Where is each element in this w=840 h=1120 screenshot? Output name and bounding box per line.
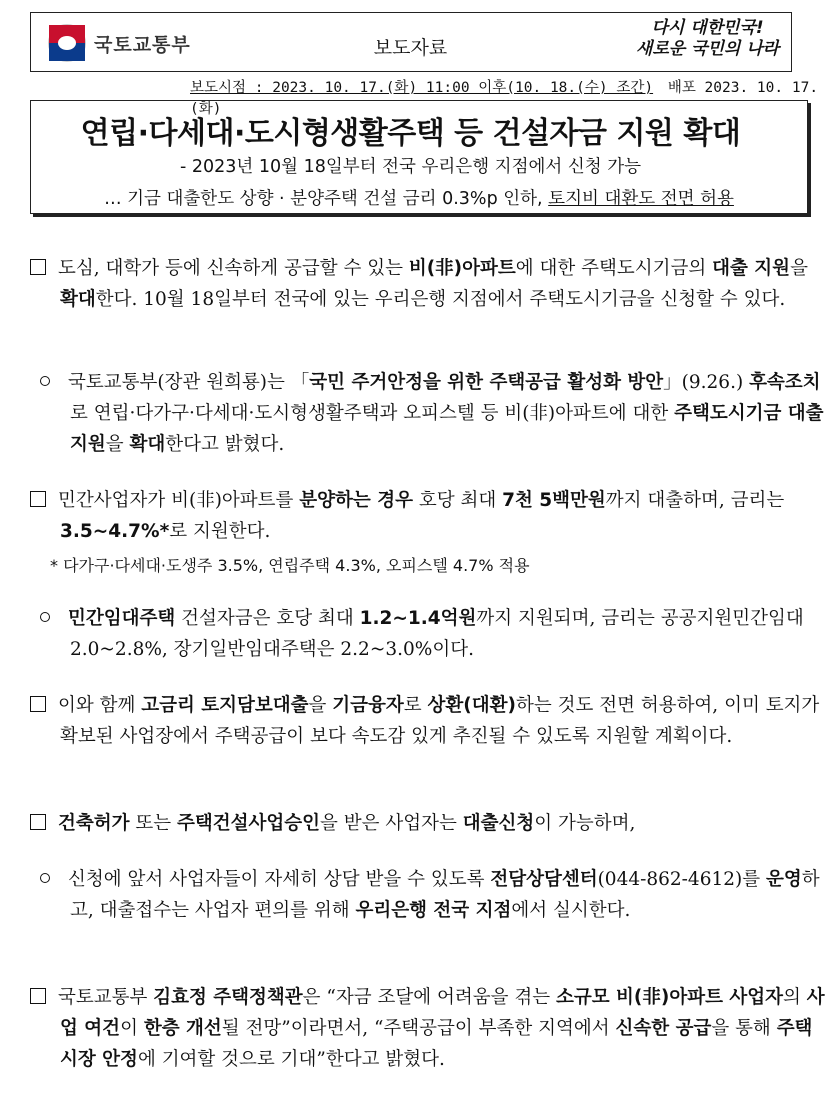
square-bullet-icon	[30, 814, 46, 830]
page-title: 연립·다세대·도시형생활주택 등 건설자금 지원 확대	[80, 116, 741, 151]
square-bullet-icon	[30, 988, 46, 1004]
release-time: 보도시점 : 2023. 10. 17.(화) 11:00 이후(10. 18.(수) 조간)	[190, 80, 654, 96]
paragraph-1: 도심, 대학가 등에 신속하게 공급할 수 있는 비(非)아파트에 대한 주택도시기금의 대출 지원을 확대한다. 10월 18일부터 전국에 있는 우리은행 지점에서 주택도시기금을 신청할 수 있다.	[30, 253, 828, 315]
ministry-name: 국토교통부	[94, 33, 191, 56]
paragraph-5: 이와 함께 고금리 토지담보대출을 기금융자로 상환(대환)하는 것도 전면 허용하여, 이미 토지가 확보된 사업장에서 주택공급이 보다 속도감 있게 추진될 수 있도록 지원할 계획이다.	[30, 690, 828, 752]
circle-bullet-icon	[40, 873, 50, 883]
square-bullet-icon	[30, 259, 46, 275]
slogan-line2: 새로운 국민의 나라	[635, 39, 780, 59]
subtitle-1: - 2023년 10월 18일부터 전국 우리은행 지점에서 신청 가능	[179, 157, 642, 177]
paragraph-6: 건축허가 또는 주택건설사업승인을 받은 사업자는 대출신청이 가능하며,	[30, 808, 840, 839]
circle-bullet-icon	[40, 376, 50, 386]
paragraph-7: 신청에 앞서 사업자들이 자세히 상담 받을 수 있도록 전담상담센터(044-862-4612)를 운영하고, 대출접수는 사업자 편의를 위해 우리은행 전국 지점에서 실시한다.	[40, 864, 828, 926]
paragraph-2: 국토교통부(장관 원희룡)는 「국민 주거안정을 위한 주택공급 활성화 방안」(9.26.) 후속조치로 연립·다가구·다세대·도시형생활주택과 오피스텔 등 비(非)아파트에 대한 주택도시기금 대출 지원을 확대한다고 밝혔다.	[40, 367, 828, 460]
doc-type: 보도자료	[373, 37, 448, 59]
distribution-date: 배포 2023. 10. 17.(화)	[190, 80, 819, 117]
footnote: * 다가구·다세대·도생주 3.5%, 연립주택 4.3%, 오피스텔 4.7% 적용	[50, 556, 530, 575]
square-bullet-icon	[30, 491, 46, 507]
subtitle-2-underlined: 토지비 대환도 전면 허용	[548, 189, 734, 209]
paragraph-3: 민간사업자가 비(非)아파트를 분양하는 경우 호당 최대 7천 5백만원까지 대출하며, 금리는 3.5~4.7%*로 지원한다.	[30, 485, 828, 547]
subtitle-2	[30, 185, 808, 210]
circle-bullet-icon	[40, 612, 50, 622]
slogan-line1: 다시 대한민국!	[651, 18, 764, 38]
square-bullet-icon	[30, 696, 46, 712]
paragraph-4: 민간임대주택 건설자금은 호당 최대 1.2~1.4억원까지 지원되며, 금리는 공공지원민간임대 2.0~2.8%, 장기일반임대주택은 2.2~3.0%이다.	[40, 603, 828, 665]
subtitle-2-text: … 기금 대출한도 상향 · 분양주택 건설 금리 0.3%p 인하,	[104, 189, 549, 209]
paragraph-8: 국토교통부 김효정 주택정책관은 “자금 조달에 어려움을 겪는 소규모 비(非)아파트 사업자의 사업 여건이 한층 개선될 전망”이라면서, “주택공급이 부족한 지역에서 신속한 공급을 통해 주택시장 안정에 기여할 것으로 기대”한다고 밝혔다.	[30, 982, 828, 1075]
slogan	[625, 18, 790, 60]
